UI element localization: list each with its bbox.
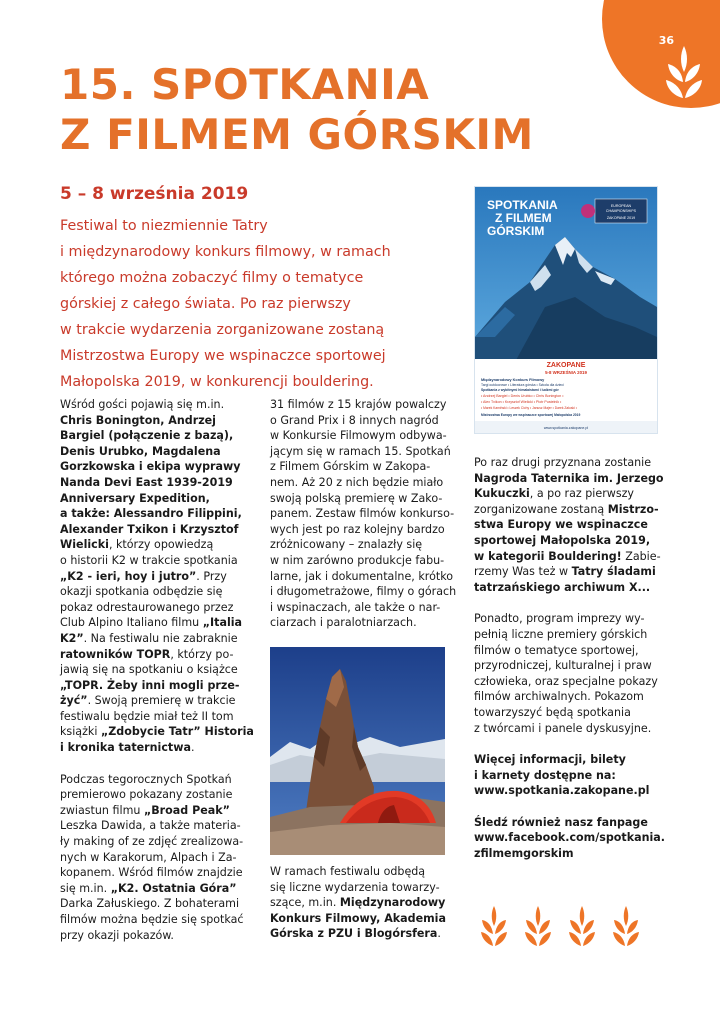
bold-text: i kronika taternictwa (60, 741, 191, 755)
text-line (270, 926, 462, 942)
guests-paragraph (60, 397, 270, 756)
text-line (60, 772, 270, 788)
bold-text: Konkurs Filmowy, Akademia (270, 911, 446, 925)
bold-text: Denis Urubko, Magdalena (60, 444, 221, 458)
text-line (474, 549, 674, 565)
mountain-tent-image (270, 647, 445, 855)
text-line (60, 865, 270, 881)
poster-names-3: • Marek Kamiński • Leszek Cichy • Janusz Majer • Darek Załuski • (481, 406, 577, 410)
text-fragment: w Konkursie Filmowym odbywa- (270, 429, 447, 443)
text-line (474, 643, 674, 659)
bold-text: Mistrzo- (607, 502, 659, 516)
mountain-tent-photo (270, 647, 445, 855)
poster-names-2: • Alex Txikon • Krzysztof Wielicki • Piotr Pustelnik • (481, 400, 562, 404)
lead-line: Festiwal to niezmiennie Tatry (60, 218, 268, 234)
text-fragment: Wśród gości pojawią się m.in. (60, 398, 225, 411)
text-line (60, 631, 270, 647)
text-fragment: rzemy Was też w (474, 565, 572, 579)
text-fragment: się m.in. (60, 881, 111, 895)
text-fragment: w nim zarówno produkcje fabu- (270, 553, 445, 567)
text-line (474, 611, 674, 627)
page-number: 36 (658, 34, 674, 47)
text-line (60, 459, 270, 475)
text-line (474, 783, 674, 799)
text-line (270, 428, 462, 444)
text-line (60, 569, 270, 585)
broad-peak-paragraph (60, 772, 270, 944)
text-line (60, 693, 270, 709)
bold-text: „Broad Peak” (143, 803, 230, 817)
bold-text: stwa Europy we wspinaczce (474, 518, 648, 532)
bold-text: Nagroda Taternika im. Jerzego (474, 471, 664, 485)
bold-text: Anniversary Expedition, (60, 491, 210, 505)
text-fragment: pełnią liczne premiery górskich (474, 627, 648, 641)
text-fragment: Zabie- (621, 549, 661, 563)
text-line (474, 580, 674, 596)
title-line-2: Z FILMEM GÓRSKIM (60, 110, 534, 159)
lead-line: Małopolska 2019, w konkurencji bouldering. (60, 374, 374, 390)
bold-text: Chris Bonington, Andrzej (60, 413, 216, 427)
events-paragraph (270, 864, 462, 942)
poster-badge-1: EUROPEAN (610, 204, 632, 208)
lead-line: w trakcie wydarzenia zorganizowane zostaną (60, 322, 385, 338)
text-line (60, 928, 270, 944)
text-line (270, 459, 462, 475)
text-line (270, 895, 462, 911)
bold-text: „TOPR. Żeby inni mogli prze- (60, 678, 240, 692)
bold-text: Bargiel (połączenie z bazą), (60, 429, 234, 443)
text-fragment: z Filmem Górskim w Zakopa- (270, 460, 431, 474)
text-fragment: . Swoją premierę w trakcie (87, 694, 236, 708)
poster-title-1: SPOTKANIA (487, 198, 558, 212)
text-fragment: szące, m.in. (270, 896, 340, 910)
bold-text: sportowej Małopolska 2019, (474, 533, 651, 547)
text-fragment: ły making of ze zdjęć zrealizowa- (60, 835, 244, 849)
text-fragment: Podczas tegorocznych Spotkań (60, 772, 232, 786)
bold-text: www.facebook.com/spotkania. (474, 831, 665, 845)
bold-text: tatrzańskiego archiwum X... (474, 580, 651, 594)
text-line (60, 491, 270, 507)
text-line (60, 850, 270, 866)
text-line (270, 491, 462, 507)
text-fragment: W ramach festiwalu odbędą (270, 865, 426, 878)
text-fragment: jawią się na spotkaniu o książce (60, 663, 238, 677)
lead-line: którego można zobaczyć filmy o tematyce (60, 270, 364, 286)
text-line (60, 506, 270, 522)
bold-text: w kategorii Bouldering! (474, 549, 622, 563)
text-line (474, 830, 674, 846)
text-line (474, 705, 674, 721)
text-line (270, 864, 462, 880)
text-column-1 (60, 397, 270, 959)
text-fragment: Leszka Dawida, a także materia- (60, 819, 241, 833)
bold-text: www.spotkania.zakopane.pl (474, 784, 650, 798)
fanpage-paragraph (474, 815, 674, 862)
bold-text: Śledź również nasz fanpage (474, 815, 648, 829)
text-line (270, 537, 462, 553)
poster-names-1: • Andrzej Bargiel • Denis Urubko • Chris Bonington • (481, 394, 564, 398)
poster-line-b: Targi outdoorowe • Literatura górska • Szkoła dla dzieci (481, 383, 564, 387)
text-fragment: wych jest po raz kolejny bardzo (270, 522, 445, 536)
text-line (270, 506, 462, 522)
text-column-3 (474, 455, 674, 878)
text-fragment: , którzy po- (170, 647, 234, 661)
text-line (270, 413, 462, 429)
text-fragment: Po raz drugi przyznana zostanie (474, 456, 652, 469)
text-fragment: filmów można będzie się spotkać (60, 913, 244, 926)
bold-text: „K2 - ieri, hoy i jutro” (60, 569, 197, 583)
text-line (474, 486, 674, 502)
bold-text: żyć” (60, 694, 88, 708)
text-line (60, 413, 270, 429)
poster-badge-3: ZAKOPANE 2019 (606, 216, 636, 220)
text-fragment: towarzyszyć będą spotkania (474, 705, 631, 719)
text-fragment: Darka Załuskiego. Z bohaterami (60, 897, 240, 911)
lead-line: górskiej z całego świata. Po raz pierwszy (60, 296, 351, 312)
poster-url: www.spotkania.zakopane.pl (543, 426, 589, 430)
text-line (474, 658, 674, 674)
text-line (60, 397, 270, 413)
competition-paragraph (270, 397, 462, 631)
text-fragment: książki (60, 725, 101, 739)
text-fragment: nem. Aż 20 z nich będzie miało (270, 475, 444, 489)
title-line-1: 15. SPOTKANIA (60, 60, 430, 109)
text-line (60, 428, 270, 444)
text-line (60, 522, 270, 538)
text-fragment: przyrodniczej, kulturalnej i praw (474, 659, 652, 673)
text-fragment: . (190, 741, 195, 755)
text-line (270, 397, 462, 413)
text-line (60, 724, 270, 740)
text-fragment: panem. Zestaw filmów konkurso- (270, 507, 455, 521)
text-line (270, 911, 462, 927)
text-line (270, 553, 462, 569)
text-line (474, 564, 674, 580)
bold-text: Tatry śladami (571, 565, 656, 579)
poster-badge-2: CHAMPIONSHIPS (605, 209, 637, 213)
text-fragment: zorganizowane zostaną (474, 502, 608, 516)
bold-text: „K2. Ostatnia Góra” (110, 881, 237, 895)
bold-text: Nanda Devi East 1939-2019 (60, 475, 233, 489)
text-line (60, 881, 270, 897)
bold-text: zfilmemgorskim (474, 847, 574, 861)
text-fragment: , a po raz pierwszy (529, 487, 634, 501)
tickets-paragraph (474, 752, 674, 799)
lead-line: Mistrzostwa Europy we wspinaczce sportowej (60, 348, 386, 364)
poster-artwork (475, 187, 657, 433)
text-fragment: się liczne wydarzenia towarzy- (270, 880, 440, 894)
text-line (474, 533, 674, 549)
bold-text: i karnety dostępne na: (474, 768, 616, 782)
text-line (474, 752, 674, 768)
poster-line-a: Międzynarodowy Konkurs Filmowy (481, 378, 545, 382)
text-line (60, 709, 270, 725)
text-line (60, 647, 270, 663)
bold-text: a także: Alessandro Filippini, (60, 507, 242, 521)
text-line (474, 517, 674, 533)
text-line (474, 689, 674, 705)
text-line (60, 444, 270, 460)
text-fragment: pokaz odrestaurowanego przez (60, 600, 234, 614)
text-line (60, 615, 270, 631)
poster-title-2: Z FILMEM (495, 211, 552, 225)
text-line (474, 502, 674, 518)
text-fragment: o Grand Prix i 8 innych nagród (270, 413, 439, 427)
bold-text: „Italia (202, 616, 243, 630)
text-line (474, 815, 674, 831)
text-fragment: jącym się w ramach 15. Spotkań (270, 444, 451, 458)
text-line (60, 600, 270, 616)
text-fragment: larne, jak i dokumentalne, krótko (270, 569, 454, 583)
text-line (270, 880, 462, 896)
text-fragment: okazji spotkania odbędzie się (60, 585, 223, 599)
program-paragraph (474, 611, 674, 736)
poster-line-c: Spotkania z wybitnymi himalaistami i ludźmi gór (481, 388, 559, 392)
text-line (60, 740, 270, 756)
text-line (474, 471, 674, 487)
text-fragment: Club Alpino Italiano filmu (60, 616, 203, 630)
text-line (270, 600, 462, 616)
text-fragment: . (437, 927, 441, 941)
festival-poster (474, 186, 658, 434)
wheat-logo-icon (662, 42, 706, 104)
text-fragment: . Na festiwalu nie zabraknie (83, 631, 238, 645)
bold-text: K2” (60, 631, 84, 645)
text-line (60, 678, 270, 694)
text-line (60, 803, 270, 819)
text-line (60, 475, 270, 491)
bold-text: Alexander Txikon i Krzysztof (60, 522, 239, 536)
text-fragment: nych w Karakorum, Alpach i Za- (60, 850, 237, 864)
bold-text: Międzynarodowy (339, 896, 446, 910)
text-line (60, 553, 270, 569)
text-line (60, 818, 270, 834)
text-line (60, 912, 270, 928)
text-fragment: o historii K2 w trakcie spotkania (60, 553, 238, 567)
text-line (60, 537, 270, 553)
text-line (474, 627, 674, 643)
text-fragment: z twórcami i panele dyskusyjne. (474, 721, 652, 735)
text-fragment: zróżnicowany – znalazły się (270, 538, 423, 552)
poster-city: ZAKOPANE (546, 362, 586, 369)
text-fragment: , którzy opowiedzą (108, 538, 214, 552)
text-fragment: festiwalu będzie miał też II tom (60, 709, 234, 723)
text-line (270, 584, 462, 600)
text-fragment: kopanem. Wśród filmów znajdzie (60, 866, 243, 880)
wheat-ornament-icon (474, 904, 654, 948)
lead-paragraph (60, 213, 452, 395)
text-fragment: swoją polską premierę w Zako- (270, 491, 443, 505)
award-paragraph (474, 455, 674, 595)
text-fragment: i wspinaczach, ale także o nar- (270, 600, 441, 614)
poster-title-3: GÓRSKIM (487, 224, 545, 238)
text-line (270, 569, 462, 585)
text-fragment: zwiastun filmu (60, 803, 144, 817)
lead-line: i międzynarodowy konkurs filmowy, w ramach (60, 244, 391, 260)
text-line (474, 674, 674, 690)
text-line (474, 455, 674, 471)
text-line (270, 522, 462, 538)
text-line (474, 721, 674, 737)
text-line (474, 846, 674, 862)
text-line (270, 615, 462, 631)
page-title (60, 60, 534, 160)
bold-text: Więcej informacji, bilety (474, 753, 626, 767)
text-fragment: premierowo pokazany zostanie (60, 788, 233, 802)
text-fragment: i długometrażowe, filmy o górach (270, 585, 457, 599)
bold-text: „Zdobycie Tatr” Historia (100, 725, 254, 739)
text-column-2 (270, 397, 462, 647)
text-fragment: przy okazji pokazów. (60, 928, 174, 942)
text-line (60, 834, 270, 850)
text-fragment: 31 filmów z 15 krajów powalczy (270, 398, 447, 411)
text-line (60, 787, 270, 803)
text-fragment: . Przy (196, 569, 227, 583)
bold-text: ratowników TOPR (60, 647, 171, 661)
text-fragment: filmów o tematyce sportowej, (474, 643, 639, 657)
text-fragment: Ponadto, program imprezy wy- (474, 612, 645, 626)
text-line (270, 475, 462, 491)
poster-dates: 5-8 WRZEŚNIA 2019 (545, 370, 587, 375)
bold-text: Górska z PZU i Blogórsfera (270, 927, 438, 941)
text-line (474, 768, 674, 784)
date-heading: 5 – 8 września 2019 (60, 184, 249, 204)
poster-line-d: Mistrzostwa Europy we wspinaczce sportowej Małopolska 2019 (481, 413, 581, 417)
text-line (60, 584, 270, 600)
text-line (60, 896, 270, 912)
bold-text: Gorzkowska i ekipa wyprawy (60, 460, 241, 474)
text-fragment: filmów archiwalnych. Pokazom (474, 690, 644, 704)
bold-text: Wielicki (60, 538, 109, 552)
text-fragment: człowieka, oraz specjalne pokazy (474, 674, 658, 688)
text-column-2-bottom (270, 864, 462, 958)
bold-text: Kukuczki (474, 487, 530, 501)
text-line (60, 662, 270, 678)
text-line (270, 444, 462, 460)
text-fragment: ciarzach i paralotniarzach. (270, 616, 417, 630)
